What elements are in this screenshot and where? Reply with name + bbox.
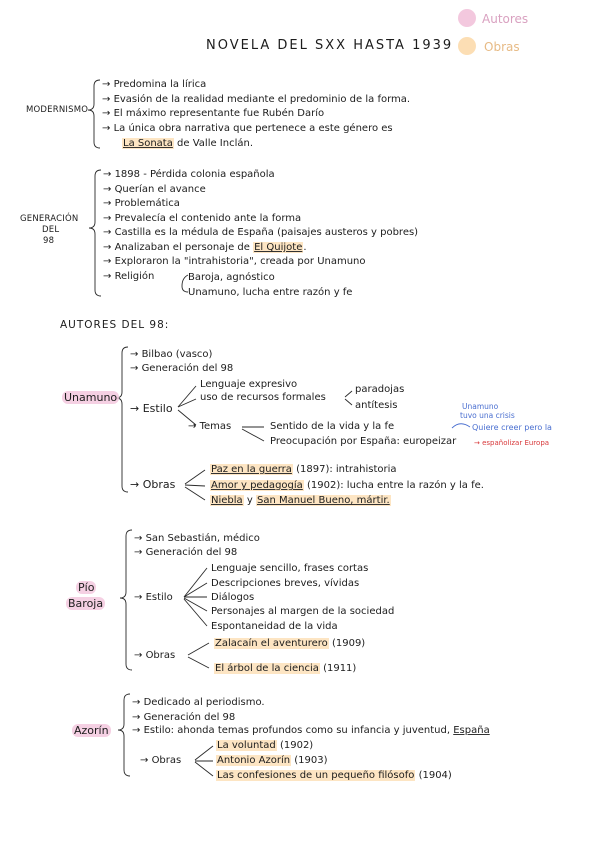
baroja-estilo-item: Lenguaje sencillo, frases cortas — [211, 563, 369, 574]
generacion-item: → Religión — [103, 271, 155, 282]
modernismo-item: → Predomina la lírica — [102, 79, 207, 90]
generacion-item: → Problemática — [103, 198, 180, 209]
legend-works-label: Obras — [484, 40, 520, 54]
religion-item: Unamuno, lucha entre razón y fe — [188, 287, 353, 298]
unamuno-obras-label: → Obras — [130, 478, 176, 491]
modernismo-item: → La única obra narrativa que pertenece a este género es — [102, 123, 393, 134]
unamuno-estilo-item: Lenguaje expresivo — [200, 379, 298, 390]
unamuno-tema: Sentido de la vida y la fe — [270, 421, 395, 432]
baroja-obras-label: → Obras — [134, 650, 176, 661]
unamuno-estilo-label: → Estilo — [130, 402, 173, 415]
legend-works-dot — [458, 37, 476, 55]
unamuno-tema: Preocupación por España: europeizar — [270, 436, 457, 447]
unamuno-item: → Generación del 98 — [130, 363, 234, 374]
baroja-estilo-item: Diálogos — [211, 592, 255, 603]
generacion-label-2: DEL — [42, 225, 60, 235]
azorin-obras-label: → Obras — [140, 755, 182, 766]
azorin-estilo: → Estilo: ahonda temas profundos como su infancia y juventud, España — [132, 725, 490, 736]
page-title: NOVELA DEL SXX HASTA 1939 — [206, 38, 454, 53]
generacion-label-1: GENERACIÓN — [20, 214, 79, 224]
generacion-item: → Analizaban el personaje de El Quijote. — [103, 242, 307, 253]
generacion-label-3: 98 — [43, 236, 55, 246]
work-el-quijote: El Quijote — [254, 242, 303, 253]
azorin-item: → Dedicado al periodismo. — [132, 697, 265, 708]
baroja-obra: Zalacaín el aventurero (1909) — [215, 638, 366, 649]
author-unamuno: Unamuno — [64, 391, 118, 404]
unamuno-recurso: paradojas — [355, 384, 405, 395]
generacion-item: → Exploraron la "intrahistoria", creada por Unamuno — [103, 256, 366, 267]
baroja-item: → Generación del 98 — [134, 547, 238, 558]
work-la-sonata: La Sonata — [123, 138, 173, 149]
legend-authors-dot — [458, 9, 476, 27]
unamuno-estilo-item: uso de recursos formales — [200, 392, 326, 403]
religion-item: Baroja, agnóstico — [188, 272, 275, 283]
unamuno-item: → Bilbao (vasco) — [130, 349, 213, 360]
modernismo-item: → El máximo representante fue Rubén Darío — [102, 108, 325, 119]
modernismo-item: → Evasión de la realidad mediante el predominio de la forma. — [102, 94, 411, 105]
autores-heading: AUTORES DEL 98: — [60, 319, 170, 331]
baroja-estilo-item: Descripciones breves, vívidas — [211, 578, 360, 589]
baroja-estilo-label: → Estilo — [134, 592, 173, 603]
unamuno-obra: Amor y pedagogía (1902): lucha entre la razón y la fe. — [211, 480, 484, 491]
baroja-estilo-item: Espontaneidad de la vida — [211, 621, 338, 632]
author-azorin: Azorín — [74, 724, 109, 737]
legend-authors-label: Autores — [482, 12, 529, 26]
generacion-item: → Prevalecía el contenido ante la forma — [103, 213, 302, 224]
generacion-item: → Castilla es la médula de España (paisajes austeros y pobres) — [103, 227, 419, 238]
author-baroja-1: Pío — [78, 581, 95, 594]
unamuno-obra: Paz en la guerra (1897): intrahistoria — [211, 464, 397, 475]
baroja-item: → San Sebastián, médico — [134, 533, 260, 544]
unamuno-note-blue: Unamuno — [462, 402, 499, 411]
unamuno-temas-label: → Temas — [188, 421, 232, 432]
modernismo-label: MODERNISMO — [26, 105, 89, 115]
author-baroja-2: Baroja — [68, 597, 104, 610]
azorin-obra: La voluntad (1902) — [217, 740, 314, 751]
unamuno-note-blue: Quiere creer pero la — [472, 423, 552, 432]
generacion-item: → 1898 - Pérdida colonia española — [103, 169, 275, 180]
azorin-obra: Antonio Azorín (1903) — [217, 755, 328, 766]
unamuno-note-blue: tuvo una crisis — [460, 411, 515, 420]
azorin-item: → Generación del 98 — [132, 712, 236, 723]
baroja-obra: El árbol de la ciencia (1911) — [215, 663, 357, 674]
generacion-item: → Querían el avance — [103, 184, 206, 195]
azorin-obra: Las confesiones de un pequeño filósofo (1904) — [217, 770, 452, 781]
unamuno-obra: Niebla y San Manuel Bueno, mártir. — [211, 495, 390, 506]
unamuno-recurso: antítesis — [355, 400, 398, 411]
baroja-estilo-item: Personajes al margen de la sociedad — [211, 606, 395, 617]
unamuno-note-red: → españolizar Europa — [474, 439, 550, 447]
modernismo-item: La Sonata de Valle Inclán. — [123, 138, 254, 149]
